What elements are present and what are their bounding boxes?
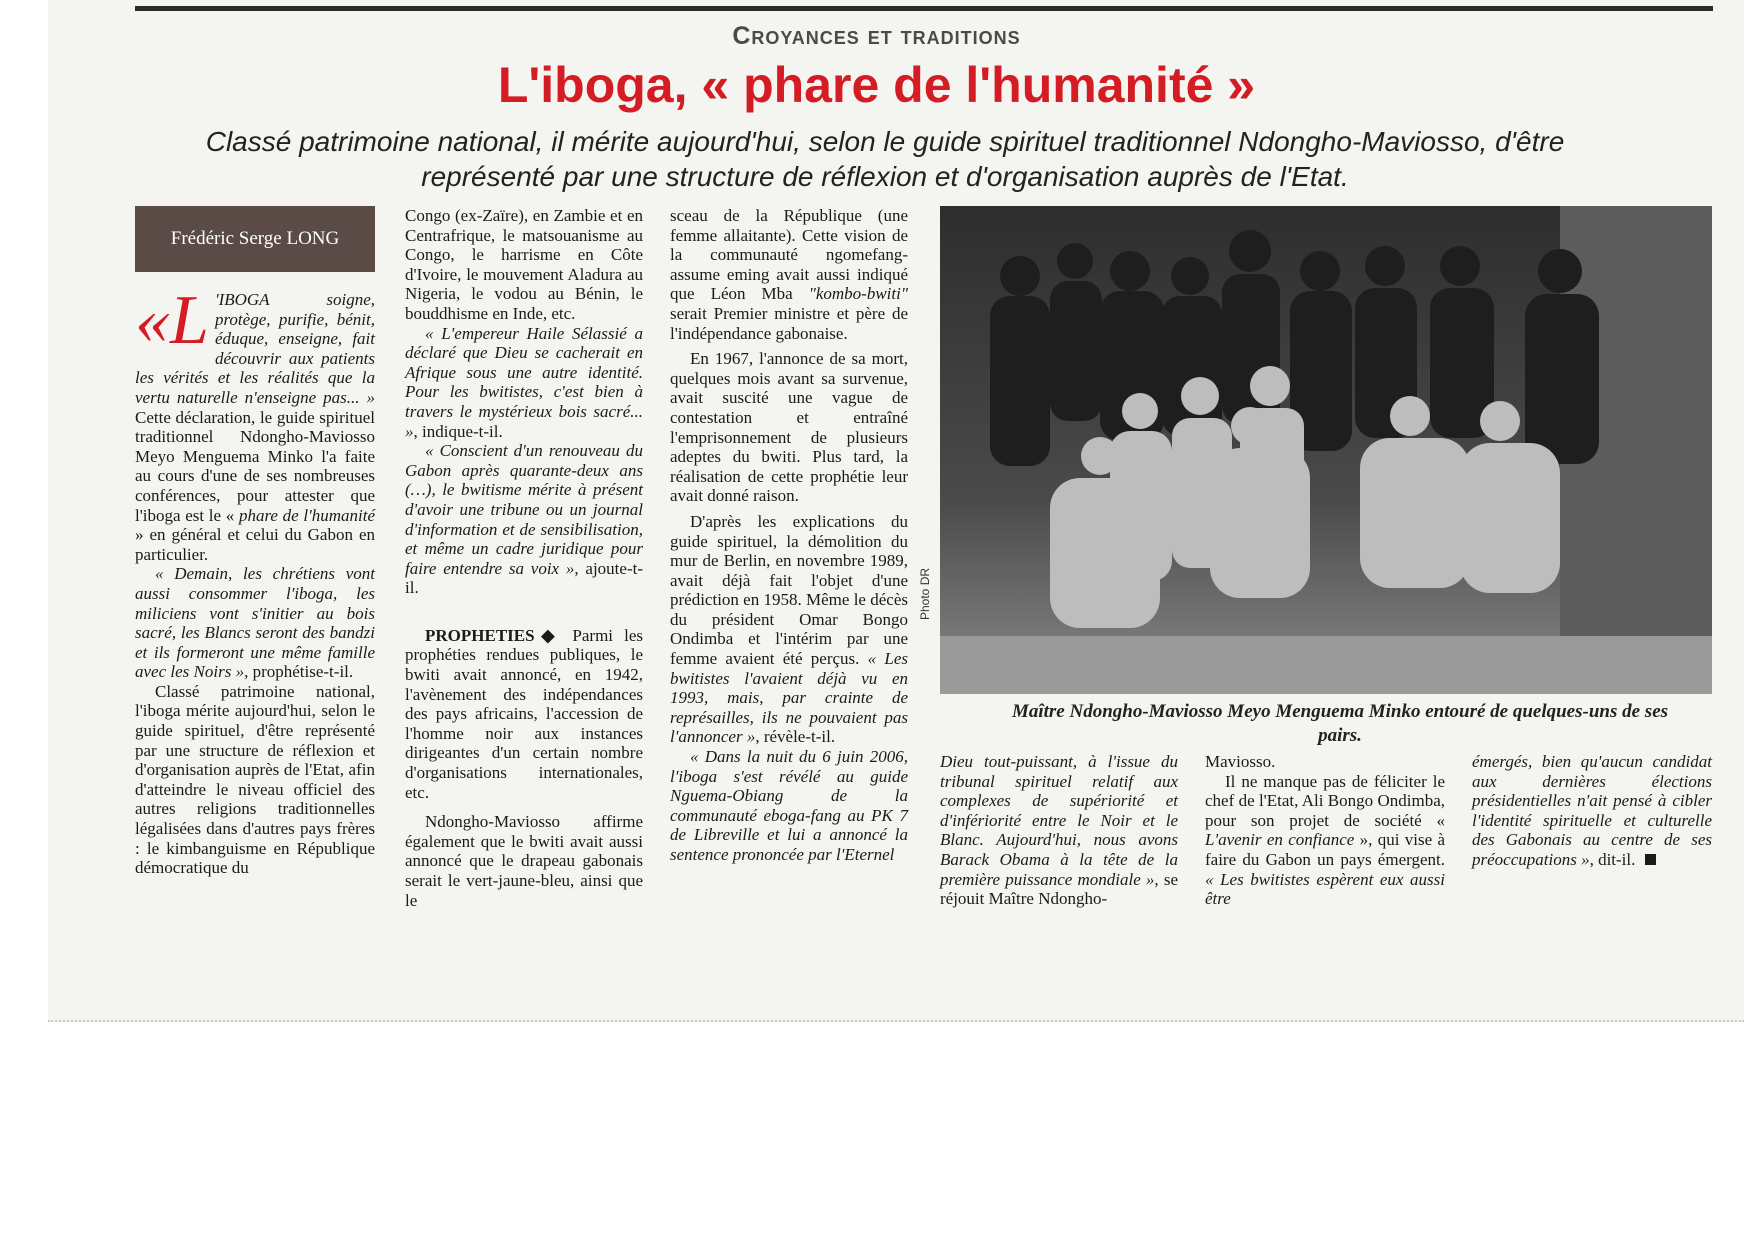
lead-paragraph: «L 'IBOGA soigne, protège, purifie, bénit, éduque, enseigne, fait découvrir aux patients les vérités et les réalités que la vertu naturelle n'enseigne pas... » Cette déclaration, le guide spirituel traditionnel Ndongho-Maviosso Meyo Menguema Minko l'a faite au cours d'une de ses nombreuses conférences, pour attester que l'iboga est le « phare de l'humanité » en général et celui du Gabon en particulier.: [135, 282, 375, 564]
photo-credit: Photo DR: [918, 567, 932, 620]
paragraph: Congo (ex-Zaïre), en Zambie et en Centrafrique, le matsouanisme au Congo, le harrisme en Côte d'Ivoire, le mouvement Aladura au Nigeria, le vodou au Bénin, le bouddhisme en Inde, etc.: [405, 206, 643, 323]
paragraph: émergés, bien qu'aucun candidat aux dernières élections présidentielles n'ait pensé à cibler l'identité spirituelle et culturelle des Gabonais au centre de ses préoccupations », dit-il.: [1472, 752, 1712, 869]
paragraph: Il ne manque pas de féliciter le chef de l'Etat, Ali Bongo Ondimba, pour son projet de société « L'avenir en confiance », qui vise à faire du Gabon un pays émergent. « Les bwitistes espèrent eux aussi être: [1205, 771, 1445, 909]
paragraph: PROPHETIES◆ Parmi les prophéties rendues publiques, le bwiti avait annoncé, en 1942, l'avènement des indépendances des pays africains, l'accession de l'homme noir aux instances dirigeantes d'un certain nombre d'organisations internationales, etc.: [405, 625, 643, 802]
subhead-kicker: PROPHETIES◆: [425, 625, 562, 645]
article-column-4: [940, 752, 1178, 909]
group-photo-image: [940, 206, 1712, 694]
paragraph: Ndongho-Maviosso affirme également que le bwiti avait aussi annoncé que le drapeau gabonais serait le vert-jaune-bleu, ainsi que le: [405, 812, 643, 910]
paragraph: « Conscient d'un renouveau du Gabon après quarante-deux ans (…), le bwitisme mérite à présent d'avoir une tribune ou un journal d'information et de sensibilisation, et même un cadre juridique pour faire entendre sa voix », ajoute-t-il.: [405, 441, 643, 598]
paragraph: Dieu tout-puissant, à l'issue du tribunal spirituel relatif aux complexes de supériorité et d'infériorité entre le Noir et le Blanc. Aujourd'hui, nous avons Barack Obama à la tête de la première puissance mondiale », se réjouit Maître Ndongho-: [940, 752, 1178, 909]
article-column-6: [1472, 752, 1712, 870]
paragraph: En 1967, l'annonce de sa mort, quelques mois avant sa survenue, avait suscité une vague de contestation et entraîné l'emprisonnement de plusieurs adeptes du bwiti. Plus tard, la réalisation de cette prophétie leur avait donné raison.: [670, 349, 908, 506]
article-column-3: [670, 206, 908, 865]
headline: L'iboga, « phare de l'humanité »: [497, 57, 1256, 113]
paragraph: D'après les explications du guide spirituel, la démolition du mur de Berlin, en novembre 1989, avait déjà fait l'objet d'une prédiction en 1958. Même le décès du président Omar Bongo Ondimba et l'intérim par une femme avaient été perçus. « Les bwitistes l'avaient déjà vu en 1993, mais, par crainte de représailles, ils ne pouvaient pas l'annoncer », révèle-t-il.: [670, 511, 908, 747]
section-rubric: Croyances et traditions: [732, 22, 1021, 50]
paragraph: « L'empereur Haile Sélassié a déclaré que Dieu se cacherait en Afrique sous une autre identité. Pour les bwitistes, c'est bien à travers le mystérieux bois sacré... », indique-t-il.: [405, 323, 643, 441]
article-column-1: [135, 282, 375, 878]
article-column-5: [1205, 752, 1445, 909]
paragraph: « Dans la nuit du 6 juin 2006, l'iboga s'est révélé au guide Nguema-Obiang de la communauté eboga-fang au PK 7 de Libreville et lui a annoncé la sentence prononcée par l'Eternel: [670, 747, 908, 864]
paragraph: sceau de la République (une femme allaitante). Cette vision de la communauté ngomefang-assume eming avait aussi indiqué que Léon Mba "kombo-bwiti" serait Premier ministre et père de l'indépendance gabonaise.: [670, 206, 908, 343]
photo-caption: Maître Ndongho-Maviosso Meyo Menguema Minko entouré de quelques-uns de ses pairs.: [1011, 701, 1669, 746]
end-mark-icon: [1645, 854, 1656, 865]
paragraph: Classé patrimoine national, l'iboga mérite aujourd'hui, selon le guide spirituel, d'être représenté par une structure de réflexion et d'organisation auprès de l'Etat, afin d'atteindre le niveau officiel des autres religions traditionnelles légalisées dans d'autres pays frères : le kimbanguisme en République démocratique du: [135, 681, 375, 878]
top-rule: [135, 6, 1713, 11]
article-column-2: [405, 206, 643, 910]
drop-cap: «L: [135, 282, 209, 359]
paragraph: Maviosso.: [1205, 752, 1276, 771]
byline: Frédéric Serge LONG: [135, 206, 375, 272]
group-photo: [940, 206, 1712, 694]
deck: Classé patrimoine national, il mérite aujourd'hui, selon le guide spirituel traditionnel Ndongho-Maviosso, d'être représenté par une structure de réflexion et d'organisation auprès de l'Etat.: [205, 126, 1565, 192]
paragraph: « Demain, les chrétiens vont aussi consommer l'iboga, les miliciens vont s'initier au bois sacré, les Blancs seront des bandzi et ils formeront une même famille avec les Noirs », prophétise-t-il.: [135, 564, 375, 682]
